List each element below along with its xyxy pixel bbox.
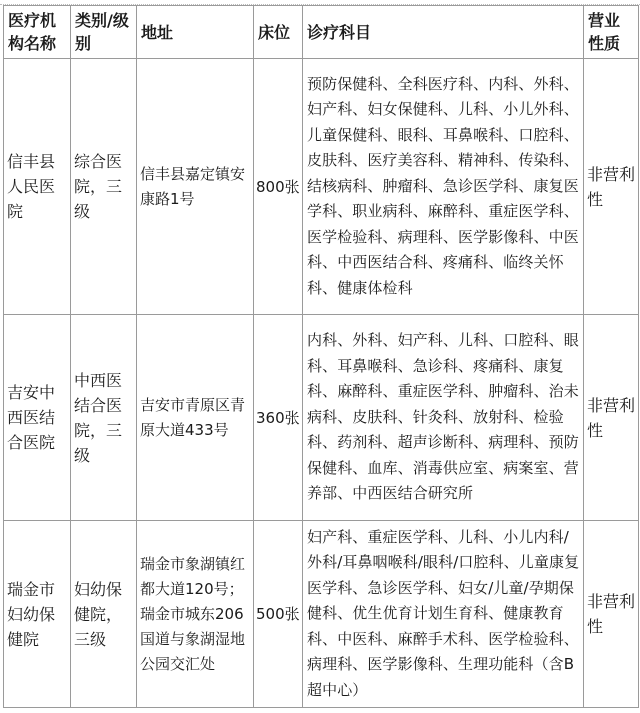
hospital-departments: 预防保健科、全科医疗科、内科、外科、妇产科、妇女保健科、儿科、小儿外科、儿童保健科、眼科、耳鼻喉科、口腔科、皮肤科、医疗美容科、精神科、传染科、结核病科、肿瘤科、急诊医学科、康复医学科、职业病科、麻醉科、重症医学科、医学检验科、病理科、医学影像科、中医科、中西医结合科、疼痛科、临终关怀科、健康体检科	[303, 59, 584, 315]
hospital-name: 吉安中西医结合医院	[4, 315, 71, 521]
table-header-row	[4, 6, 639, 59]
hospital-address: 信丰县嘉定镇安康路1号	[137, 59, 254, 315]
header-nature: 营业性质	[584, 6, 639, 59]
table-row	[4, 59, 639, 315]
hospital-nature: 非营利性	[584, 521, 639, 708]
hospital-address: 瑞金市象湖镇红都大道120号；瑞金市城东206国道与象湖湿地公园交汇处	[137, 521, 254, 708]
header-address: 地址	[137, 6, 254, 59]
hospital-name: 信丰县人民医院	[4, 59, 71, 315]
hospital-nature: 非营利性	[584, 59, 639, 315]
hospital-category: 综合医院，三级	[71, 59, 137, 315]
hospital-address: 吉安市青原区青原大道433号	[137, 315, 254, 521]
header-departments: 诊疗科目	[303, 6, 584, 59]
table-row	[4, 315, 639, 521]
header-name: 医疗机构名称	[4, 6, 71, 59]
table-row	[4, 521, 639, 708]
hospital-nature: 非营利性	[584, 315, 639, 521]
hospital-table	[3, 5, 639, 708]
hospital-category: 中西医结合医院，三级	[71, 315, 137, 521]
hospital-beds: 360张	[254, 315, 303, 521]
hospital-name: 瑞金市妇幼保健院	[4, 521, 71, 708]
hospital-beds: 800张	[254, 59, 303, 315]
hospital-departments: 妇产科、重症医学科、儿科、小儿内科/外科/耳鼻咽喉科/眼科/口腔科、儿童康复医学科、急诊医学科、妇女/儿童/孕期保健科、优生优育计划生育科、健康教育科、中医科、麻醉手术科、医学检验科、病理科、医学影像科、生理功能科（含B超中心）	[303, 521, 584, 708]
hospital-departments: 内科、外科、妇产科、儿科、口腔科、眼科、耳鼻喉科、急诊科、疼痛科、康复科、麻醉科、重症医学科、肿瘤科、治未病科、皮肤科、针灸科、放射科、检验科、药剂科、超声诊断科、病理科、预防保健科、血库、消毒供应室、病案室、营养部、中西医结合研究所	[303, 315, 584, 521]
header-category: 类别/级别	[71, 6, 137, 59]
header-beds: 床位	[254, 6, 303, 59]
hospital-beds: 500张	[254, 521, 303, 708]
hospital-category: 妇幼保健院，三级	[71, 521, 137, 708]
